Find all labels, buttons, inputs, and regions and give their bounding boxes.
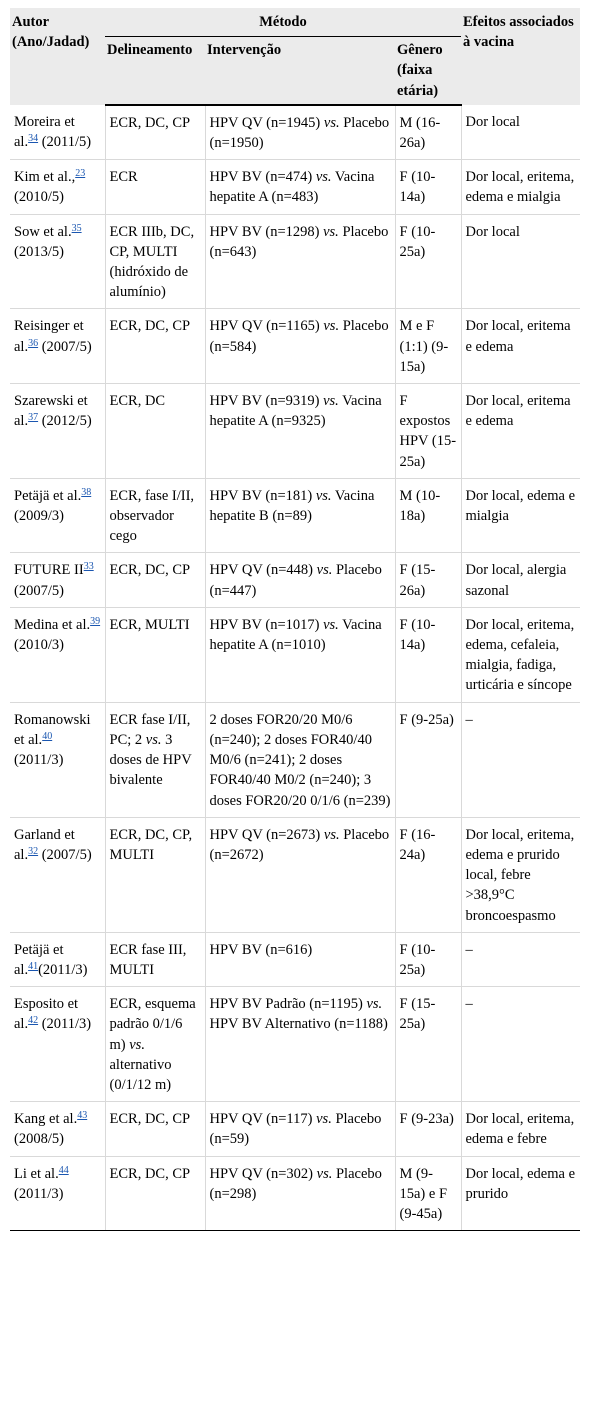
- reference-link[interactable]: 32: [28, 845, 39, 857]
- cell-delineamento: [105, 987, 205, 1102]
- cell-delineamento: ECR, DC, CP: [105, 1156, 205, 1231]
- cell-intervencao: [205, 607, 395, 702]
- cell-autor: [10, 817, 105, 932]
- cell-efeitos: Dor local: [461, 214, 580, 309]
- vs-label: vs.: [323, 826, 340, 843]
- cell-intervencao: [205, 553, 395, 607]
- cell-delineamento: [105, 702, 205, 817]
- cell-delineamento: ECR, DC, CP: [105, 1102, 205, 1156]
- header-autor: Autor (Ano/Jadad): [10, 8, 105, 105]
- cell-intervencao: [205, 478, 395, 553]
- cell-efeitos: Dor local, edema e mialgia: [461, 478, 580, 553]
- intervencao-text: Vacina hepatite A (n=9325): [209, 393, 382, 430]
- intervencao-text: HPV BV (n=181): [209, 487, 316, 504]
- vs-label: vs.: [316, 1111, 332, 1128]
- table-row: [10, 987, 580, 1102]
- table-row: [10, 607, 580, 702]
- cell-efeitos: –: [461, 932, 580, 986]
- author-name: Garland et al.: [14, 826, 75, 863]
- cell-efeitos: Dor local: [461, 105, 580, 160]
- intervencao-text: HPV BV Alternativo (n=1188): [209, 1016, 388, 1033]
- author-name: Li et al.: [14, 1165, 59, 1182]
- cell-efeitos: Dor local, alergia sazonal: [461, 553, 580, 607]
- cell-delineamento: ECR, DC, CP: [105, 553, 205, 607]
- vs-label: vs.: [129, 1036, 145, 1053]
- author-name: Petäjä et al.: [14, 941, 64, 978]
- intervencao-text: HPV BV (n=1017): [209, 616, 324, 633]
- header-genero: Gênero (faixa etária): [395, 37, 461, 105]
- cell-autor: [10, 553, 105, 607]
- intervencao-text: HPV QV (n=117): [209, 1111, 317, 1128]
- vs-label: vs.: [145, 731, 162, 748]
- cell-autor: [10, 384, 105, 479]
- cell-autor: [10, 160, 105, 214]
- vs-label: vs.: [316, 562, 333, 579]
- cell-genero: F (10-25a): [395, 214, 461, 309]
- cell-delineamento: ECR, MULTI: [105, 607, 205, 702]
- author-year: (2007/5): [14, 582, 64, 599]
- header-metodo: Método: [105, 8, 461, 37]
- cell-efeitos: –: [461, 702, 580, 817]
- author-name: Kim et al.,: [14, 169, 76, 186]
- table-row: [10, 478, 580, 553]
- cell-intervencao: [205, 932, 395, 986]
- intervencao-text: HPV BV (n=9319): [209, 393, 324, 410]
- reference-link[interactable]: 37: [28, 412, 39, 424]
- cell-efeitos: Dor local, eritema, edema, cefaleia, mialgia, fadiga, urticária e síncope: [461, 607, 580, 702]
- cell-delineamento: ECR, DC: [105, 384, 205, 479]
- delineamento-text: ECR, esquema padrão 0/1/6 m): [109, 996, 196, 1053]
- author-year: (2013/5): [14, 243, 64, 260]
- intervencao-text: Placebo (n=59): [209, 1111, 382, 1148]
- cell-intervencao: [205, 105, 395, 160]
- cell-efeitos: Dor local, eritema, edema e mialgia: [461, 160, 580, 214]
- cell-intervencao: [205, 987, 395, 1102]
- table-row: [10, 214, 580, 309]
- cell-genero: F (16-24a): [395, 817, 461, 932]
- author-year: (2010/3): [14, 637, 64, 654]
- intervencao-text: HPV QV (n=302): [209, 1165, 317, 1182]
- author-name: FUTURE II: [14, 562, 84, 579]
- reference-link[interactable]: 38: [81, 486, 92, 498]
- cell-autor: [10, 987, 105, 1102]
- intervencao-text: Placebo (n=447): [209, 562, 382, 599]
- cell-intervencao: [205, 817, 395, 932]
- vs-label: vs.: [323, 393, 339, 410]
- author-year: (2011/3): [14, 752, 64, 769]
- cell-intervencao: [205, 160, 395, 214]
- reference-link[interactable]: 43: [77, 1110, 88, 1122]
- cell-efeitos: Dor local, eritema, edema e febre: [461, 1102, 580, 1156]
- vs-label: vs.: [323, 223, 339, 240]
- cell-efeitos: –: [461, 987, 580, 1102]
- cell-efeitos: Dor local, eritema e edema: [461, 309, 580, 384]
- author-year: (2011/3): [38, 1016, 92, 1033]
- intervencao-text: HPV BV (n=1298): [209, 223, 324, 240]
- cell-intervencao: [205, 384, 395, 479]
- reference-link[interactable]: 33: [83, 561, 94, 573]
- cell-genero: F (9-25a): [395, 702, 461, 817]
- delineamento-text: alternativo (0/1/12 m): [109, 1056, 172, 1093]
- intervencao-text: HPV QV (n=1165): [209, 318, 324, 335]
- author-year: (2011/3): [14, 1185, 64, 1202]
- author-name: Esposito et al.: [14, 996, 79, 1033]
- cell-genero: F (10-14a): [395, 607, 461, 702]
- table-row: [10, 384, 580, 479]
- intervencao-text: Vacina hepatite A (n=483): [209, 169, 375, 206]
- cell-autor: [10, 932, 105, 986]
- reference-link[interactable]: 40: [42, 730, 53, 742]
- reference-link[interactable]: 41: [28, 960, 39, 972]
- table-row: [10, 817, 580, 932]
- intervencao-text: HPV QV (n=1945): [209, 114, 324, 131]
- cell-intervencao: [205, 702, 395, 817]
- cell-genero: F (15-25a): [395, 987, 461, 1102]
- vs-label: vs.: [323, 114, 340, 131]
- cell-genero: M (16-26a): [395, 105, 461, 160]
- cell-intervencao: [205, 214, 395, 309]
- intervencao-text: Placebo (n=2672): [209, 826, 390, 863]
- vs-label: vs.: [323, 318, 340, 335]
- author-year: (2009/3): [14, 508, 64, 525]
- cell-genero: M (9-15a) e F (9-45a): [395, 1156, 461, 1231]
- author-name: Medina et al.: [14, 616, 91, 633]
- reference-link[interactable]: 36: [28, 337, 39, 349]
- cell-autor: [10, 607, 105, 702]
- cell-delineamento: ECR, DC, CP, MULTI: [105, 817, 205, 932]
- author-year: (2007/5): [38, 846, 92, 863]
- intervencao-text: Vacina hepatite A (n=1010): [209, 616, 382, 654]
- cell-intervencao: [205, 1156, 395, 1231]
- table-row: [10, 1102, 580, 1156]
- cell-autor: [10, 105, 105, 160]
- table-row: [10, 1156, 580, 1231]
- author-name: Kang et al.: [14, 1111, 78, 1128]
- cell-delineamento: ECR fase III, MULTI: [105, 932, 205, 986]
- table-row: [10, 160, 580, 214]
- cell-autor: [10, 478, 105, 553]
- cell-genero: F (15-26a): [395, 553, 461, 607]
- intervencao-text: HPV BV (n=616): [209, 941, 313, 958]
- cell-genero: F (9-23a): [395, 1102, 461, 1156]
- cell-genero: M e F (1:1) (9-15a): [395, 309, 461, 384]
- studies-table: [10, 8, 580, 1231]
- cell-autor: [10, 1102, 105, 1156]
- cell-efeitos: Dor local, eritema e edema: [461, 384, 580, 479]
- author-name: Petäjä et al.: [14, 487, 82, 504]
- cell-autor: [10, 214, 105, 309]
- cell-intervencao: [205, 309, 395, 384]
- cell-delineamento: ECR, fase I/II, observador cego: [105, 478, 205, 553]
- intervencao-text: Placebo (n=298): [209, 1165, 382, 1202]
- cell-efeitos: Dor local, eritema, edema e prurido local, febre >38,9°C broncoespasmo: [461, 817, 580, 932]
- cell-delineamento: ECR: [105, 160, 205, 214]
- header-efeitos: Efeitos associados à vacina: [461, 8, 580, 105]
- vs-label: vs.: [315, 169, 332, 186]
- vs-label: vs.: [316, 1165, 333, 1182]
- cell-genero: F (10-14a): [395, 160, 461, 214]
- vs-label: vs.: [315, 487, 332, 504]
- cell-delineamento: ECR, DC, CP: [105, 309, 205, 384]
- cell-delineamento: ECR IIIb, DC, CP, MULTI (hidróxido de alumínio): [105, 214, 205, 309]
- author-name: Szarewski et al.: [14, 393, 88, 430]
- cell-intervencao: [205, 1102, 395, 1156]
- author-year: (2012/5): [38, 413, 92, 430]
- table-row: [10, 309, 580, 384]
- delineamento-text: 3 doses de HPV bivalente: [109, 731, 192, 789]
- author-year: (2008/5): [14, 1131, 64, 1148]
- intervencao-text: HPV QV (n=2673): [209, 826, 324, 843]
- author-name: Moreira et al.: [14, 113, 75, 151]
- vs-label: vs.: [323, 616, 339, 633]
- reference-link[interactable]: 23: [75, 168, 86, 180]
- cell-autor: [10, 702, 105, 817]
- table-row: [10, 553, 580, 607]
- author-year: (2010/5): [14, 189, 64, 206]
- intervencao-text: HPV BV Padrão (n=1195): [209, 996, 367, 1013]
- table-row: [10, 932, 580, 986]
- author-year: (2007/5): [38, 338, 92, 355]
- cell-genero: F expostos HPV (15-25a): [395, 384, 461, 479]
- cell-efeitos: Dor local, edema e prurido: [461, 1156, 580, 1231]
- reference-link[interactable]: 44: [58, 1164, 69, 1176]
- author-name: Sow et al.: [14, 223, 72, 240]
- intervencao-text: HPV QV (n=448): [209, 562, 317, 579]
- reference-link[interactable]: 42: [28, 1015, 39, 1027]
- delineamento-text: ECR fase I/II, PC; 2: [109, 711, 191, 748]
- reference-link[interactable]: 39: [90, 615, 101, 627]
- cell-autor: [10, 309, 105, 384]
- intervencao-text: Vacina hepatite B (n=89): [209, 487, 375, 525]
- vs-label: vs.: [366, 996, 383, 1013]
- header-delineamento: Delineamento: [105, 37, 205, 105]
- author-year: (2011/3): [38, 961, 88, 978]
- intervencao-text: Placebo (n=584): [209, 318, 389, 355]
- cell-autor: [10, 1156, 105, 1231]
- author-year: (2011/5): [38, 134, 92, 151]
- cell-delineamento: ECR, DC, CP: [105, 105, 205, 160]
- author-name: Reisinger et al.: [14, 318, 84, 355]
- table-row: [10, 105, 580, 160]
- author-name: Romanowski et al.: [14, 711, 91, 748]
- cell-genero: M (10-18a): [395, 478, 461, 553]
- reference-link[interactable]: 34: [28, 133, 39, 145]
- intervencao-text: Placebo (n=1950): [209, 114, 390, 152]
- intervencao-text: 2 doses FOR20/20 M0/6 (n=240); 2 doses FOR40/40 M0/6 (n=241); 2 doses FOR40/40 M0/2 (n=240); 3 doses FOR20/20 0/1/6 (n=239): [209, 711, 391, 809]
- intervencao-text: Placebo (n=643): [209, 223, 389, 260]
- table-row: [10, 702, 580, 817]
- intervencao-text: HPV BV (n=474): [209, 169, 316, 186]
- cell-genero: F (10-25a): [395, 932, 461, 986]
- header-intervencao: Intervenção: [205, 37, 395, 105]
- reference-link[interactable]: 35: [71, 222, 82, 234]
